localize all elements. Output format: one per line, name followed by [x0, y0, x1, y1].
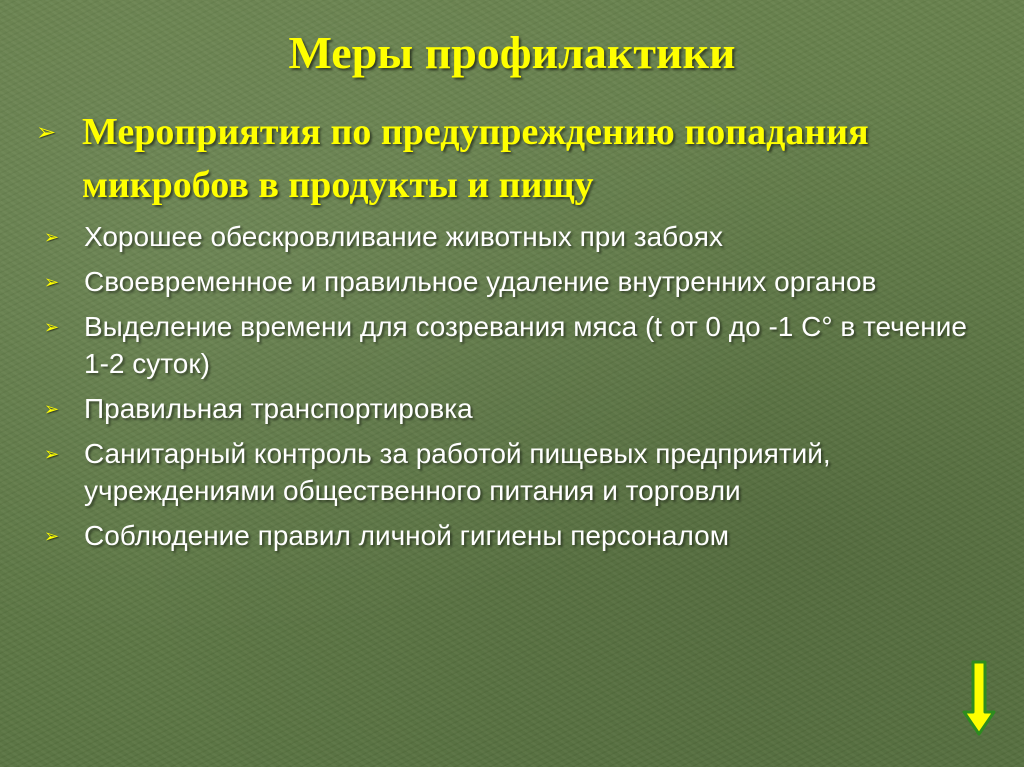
list-item — [44, 263, 984, 300]
measures-list — [44, 218, 984, 562]
list-item — [44, 517, 984, 554]
list-item-text: Санитарный контроль за работой пищевых предприятий, учреждениями общественного питания и торговли — [84, 438, 831, 506]
arrow-bullet-icon: ➢ — [44, 444, 60, 465]
arrow-down-icon — [962, 660, 996, 736]
list-item-text: Соблюдение правил личной гигиены персоналом — [84, 520, 729, 551]
heading-text: Мероприятия по предупреждению попадания микробов в продукты и пищу — [82, 111, 869, 206]
list-item — [44, 218, 984, 255]
arrow-bullet-icon: ➢ — [44, 317, 60, 338]
slide-title: Меры профилактики — [288, 27, 736, 78]
list-item-text: Своевременное и правильное удаление внутренних органов — [84, 266, 877, 297]
list-item — [44, 308, 984, 382]
list-item — [44, 390, 984, 427]
list-item-text: Правильная транспортировка — [84, 393, 473, 424]
arrow-bullet-icon: ➢ — [44, 526, 60, 547]
next-slide-arrow-button[interactable] — [962, 660, 996, 736]
arrow-bullet-icon: ➢ — [44, 399, 60, 420]
arrow-bullet-icon: ➢ — [44, 272, 60, 293]
list-item-text: Выделение времени для созревания мяса (t от 0 до -1 С° в течение 1-2 суток) — [84, 311, 967, 379]
list-item-text: Хорошее обескровливание животных при забоях — [84, 221, 723, 252]
heading-bullet-item — [36, 106, 996, 212]
list-item — [44, 435, 984, 509]
arrow-bullet-icon: ➢ — [44, 227, 60, 248]
arrow-bullet-icon: ➢ — [36, 118, 57, 146]
